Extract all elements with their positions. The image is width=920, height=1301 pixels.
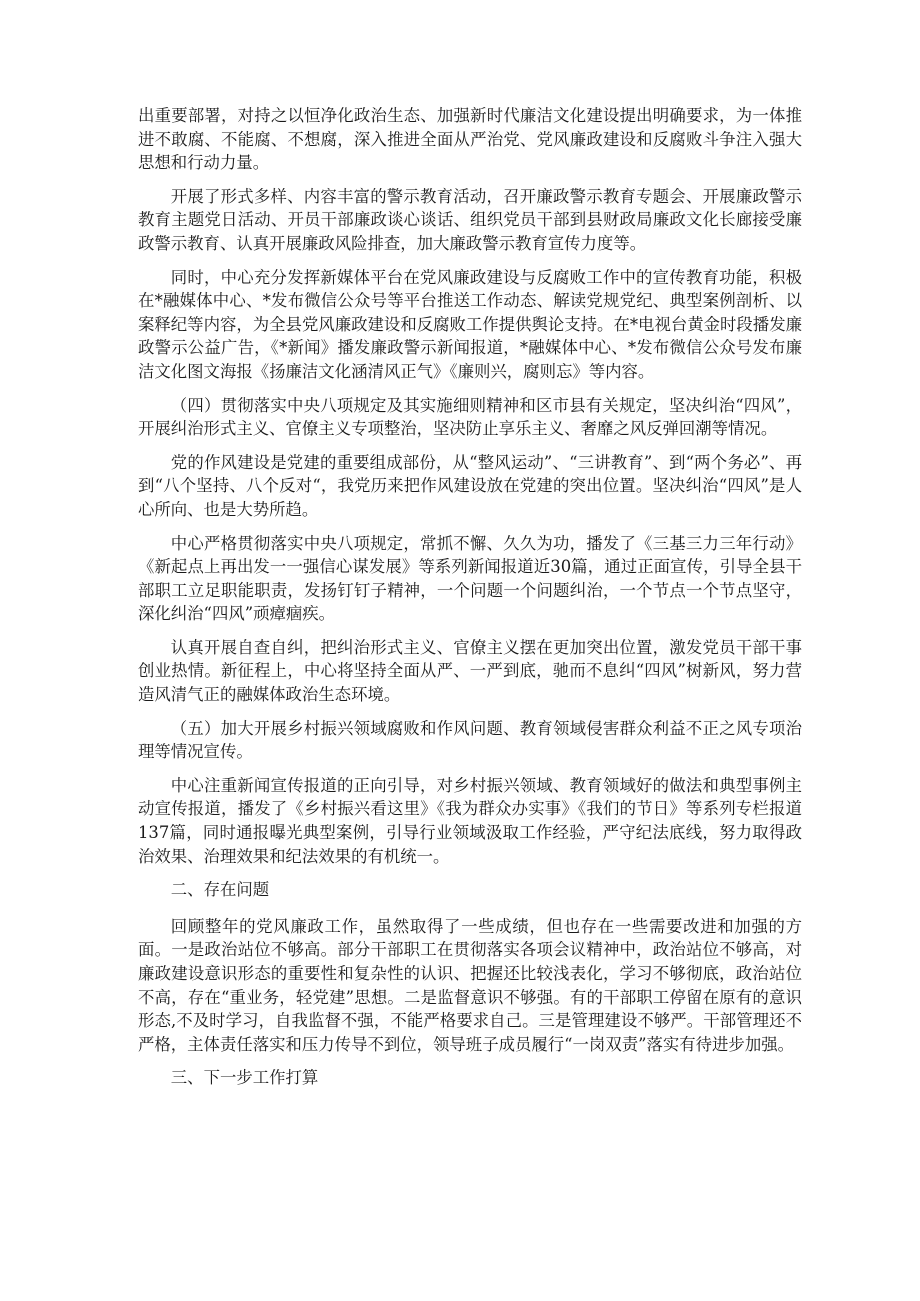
section-heading-problems: 二、存在问题 xyxy=(170,880,270,900)
paragraph: （四）贯彻落实中央八项规定及其实施细则精神和区市县有关规定，坚决纠治“四风”，开展纠治形式主义、官僚主义专项整治，坚决防止享乐主义、奢靡之风反弹回潮等情况。 xyxy=(138,395,802,439)
section-heading-next-steps: 三、下一步工作打算 xyxy=(170,1068,319,1088)
document-page xyxy=(138,104,802,1103)
paragraph: 出重要部署，对持之以恒净化政治生态、加强新时代廉洁文化建设提出明确要求，为一体推进不敢腐、不能腐、不想腐，深入推进全面从严治党、党风廉政建设和反腐败斗争注入强大思想和行动力量。 xyxy=(138,106,802,173)
paragraph: 同时，中心充分发挥新媒体平台在党风廉政建设与反腐败工作中的宣传教育功能，积极在*融媒体中心、*发布微信公众号等平台推送工作动态、解读党规党纪、典型案例剖析、以案释纪等内容，为全县党风廉政建设和反腐败工作提供舆论支持。在*电视台黄金时段播发廉政警示公益广告，《*新闻》播发廉政警示新闻报道，*融媒体中心、*发布微信公众号发布廉洁文化图文海报《扬廉洁文化涵清风正气》《廉则兴，腐则忘》等内容。 xyxy=(138,267,802,381)
paragraph: 回顾整年的党风廉政工作，虽然取得了一些成绩，但也存在一些需要改进和加强的方面。一是政治站位不够高。部分干部职工在贯彻落实各项会议精神中，政治站位不够高，对廉政建设意识形态的重要性和复杂性的认识、把握还比较浅表化，学习不够彻底，政治站位不高，存在“重业务，轻党建”思想。二是监督意识不够强。有的干部职工停留在原有的意识形态,不及时学习，自我监督不强，不能严格要求自己。三是管理建设不够严。干部管理还不严格，主体责任落实和压力传导不到位，领导班子成员履行“一岗双责”落实有待进步加强。 xyxy=(138,916,802,1054)
paragraph: 中心注重新闻宣传报道的正向引导，对乡村振兴领域、教育领域好的做法和典型事例主动宣传报道，播发了《乡村振兴看这里》《我为群众办实事》《我们的节日》等系列专栏报道137篇，同时通报曝光典型案例，引导行业领域汲取工作经验，严守纪法底线，努力取得政治效果、治理效果和纪法效果的有机统一。 xyxy=(138,775,802,866)
paragraph: 开展了形式多样、内容丰富的警示教育活动，召开廉政警示教育专题会、开展廉政警示教育主题党日活动、开员干部廉政谈心谈话、组织党员干部到县财政局廉政文化长廊接受廉政警示教育、认真开展廉政风险排查，加大廉政警示教育宣传力度等。 xyxy=(138,186,802,253)
paragraph: 党的作风建设是党建的重要组成部份，从“整风运动”、“三讲教育”、到“两个务必”、再到“八个坚持、八个反对“，我党历来把作风建设放在党建的突出位置。坚决纠治“四风”是人心所向、也是大势所趋。 xyxy=(138,452,802,519)
paragraph: （五）加大开展乡村振兴领域腐败和作风问题、教育领域侵害群众利益不正之风专项治理等情况宣传。 xyxy=(138,718,802,762)
paragraph: 中心严格贯彻落实中央八项规定，常抓不懈、久久为功，播发了《三基三力三年行动》《新起点上再出发一一强信心谋发展》等系列新闻报道近30篇，通过正面宣传，引导全县干部职工立足职能职责，发扬钉钉子精神，一个问题一个问题纠治，一个节点一个节点坚守，深化纠治“四风”顽瘴痼疾。 xyxy=(138,533,802,624)
paragraph: 认真开展自查自纠，把纠治形式主义、官僚主义摆在更加突出位置，激发党员干部干事创业热情。新征程上，中心将坚持全面从严、一严到底，驰而不息纠“四风”树新风，努力营造风清气正的融媒体政治生态环境。 xyxy=(138,637,802,705)
